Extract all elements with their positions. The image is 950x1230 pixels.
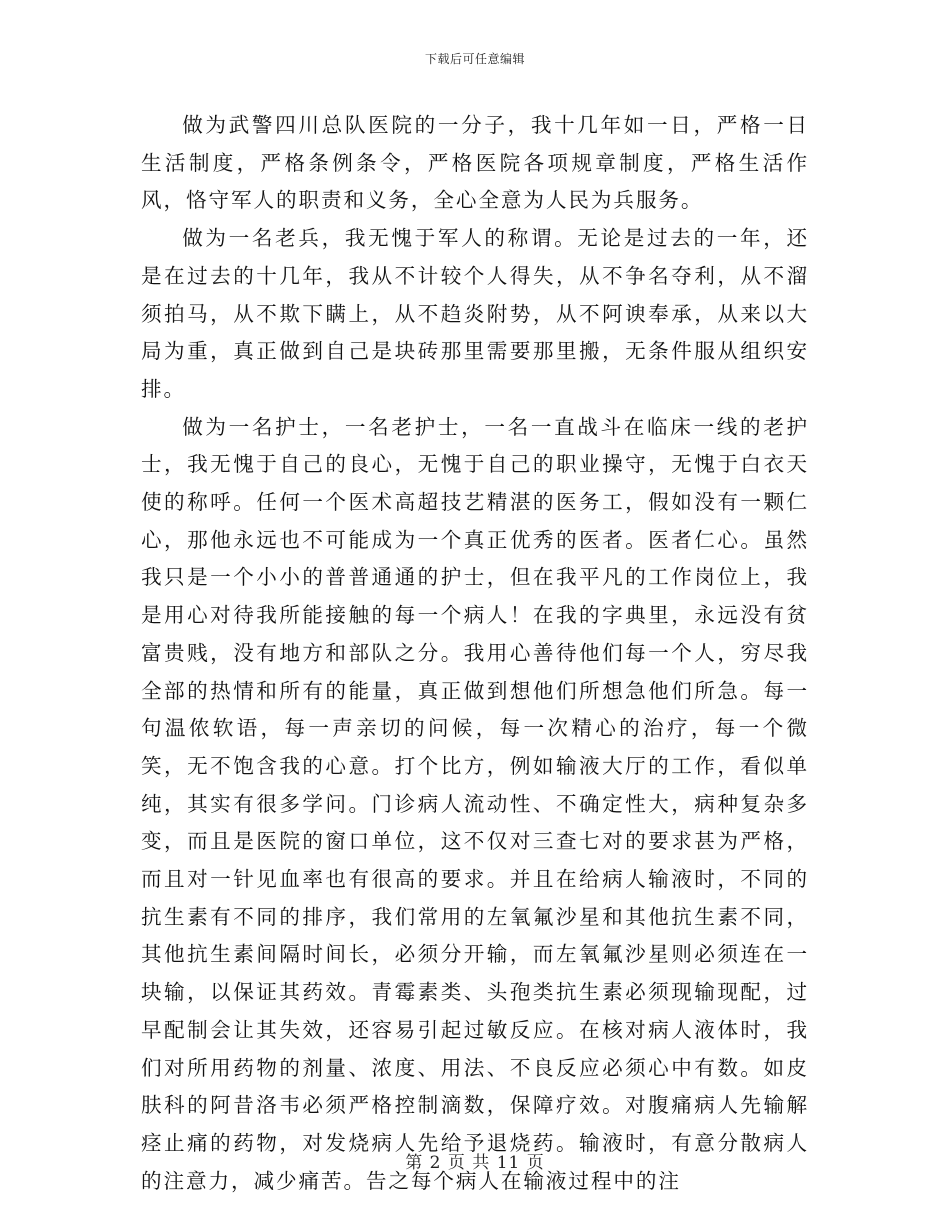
- page-footer: 第 2 页 共 11 页: [405, 1153, 545, 1173]
- paragraph-2: 做为一名老兵，我无愧于军人的称谓。无论是过去的一年，还是在过去的十几年，我从不计较个人得失，从不争名夺利，从不溜须拍马，从不欺下瞒上，从不趋炎附势，从不阿谀奉承，从来以大局为重，真正做到自己是块砖那里需要那里搬，无条件服从组织安排。: [141, 226, 809, 401]
- paragraph-1: 做为武警四川总队医院的一分子，我十几年如一日，严格一日生活制度，严格条例条令，严格医院各项规章制度，严格生活作风，恪守军人的职责和义务，全心全意为人民为兵服务。: [141, 113, 809, 213]
- document-body: [141, 107, 809, 1200]
- paragraph-3: 做为一名护士，一名老护士，一名一直战斗在临床一线的老护士，我无愧于自己的良心，无愧于自己的职业操守，无愧于白衣天使的称呼。任何一个医术高超技艺精湛的医务工，假如没有一颗仁心，那他永远也不可能成为一个真正优秀的医者。医者仁心。虽然我只是一个小小的普普通通的护士，但在我平凡的工作岗位上，我是用心对待我所能接触的每一个病人！在我的字典里，永远没有贫富贵贱，没有地方和部队之分。我用心善待他们每一个人，穷尽我全部的热情和所有的能量，真正做到想他们所想急他们所急。每一句温侬软语，每一声亲切的问候，每一次精心的治疗，每一个微笑，无不饱含我的心意。打个比方，例如输液大厅的工作，看似单纯，其实有很多学问。门诊病人流动性、不确定性大，病种复杂多变，而且是医院的窗口单位，这不仅对三查七对的要求甚为严格，而且对一针见血率也有很高的要求。并且在给病人输液时，不同的抗生素有不同的排序，我们常用的左氧氟沙星和其他抗生素不同，其他抗生素间隔时间长，必须分开输，而左氧氟沙星则必须连在一块输，以保证其药效。青霉素类、头孢类抗生素必须现输现配，过早配制会让其失效，还容易引起过敏反应。在核对病人液体时，我们对所用药物的剂量、浓度、用法、不良反应必须心中有数。如皮肤科的阿昔洛韦必须严格控制滴数，保障疗效。对腹痛病人先输解痉止痛的药物，对发烧病人先给予退烧药。输液时，有意分散病人的注意力，减少痛苦。告之每个病人在输液过程中的注: [141, 414, 809, 1193]
- page-header: 下载后可任意编辑: [424, 52, 525, 66]
